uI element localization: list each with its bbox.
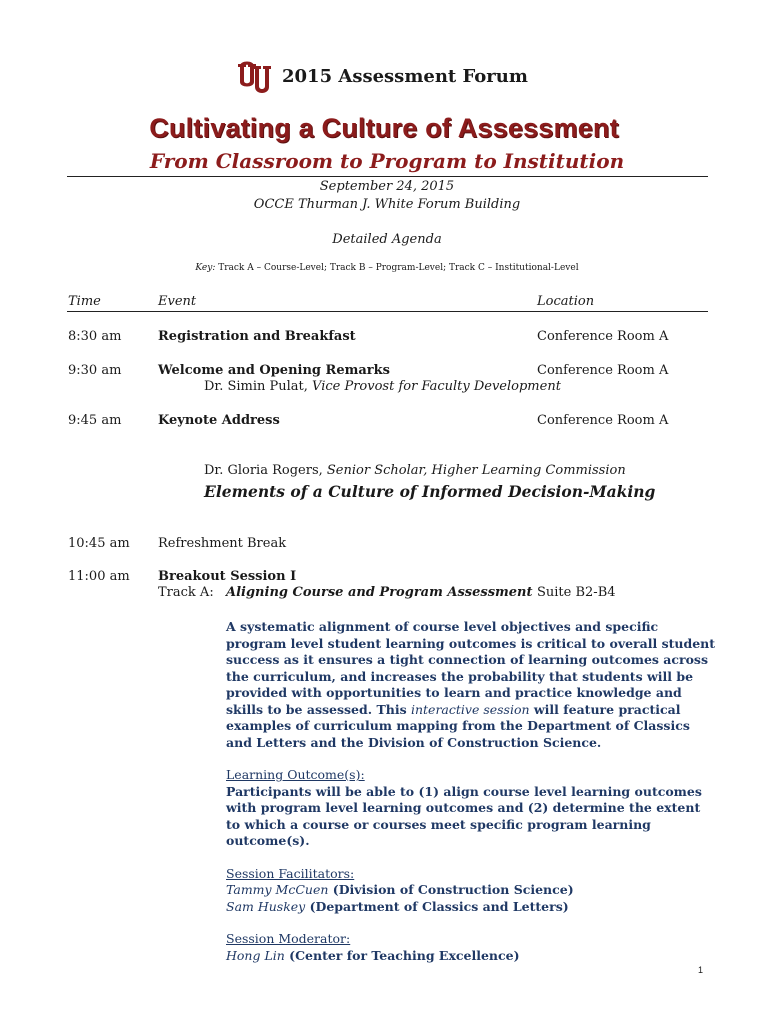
column-header-event: Event <box>158 294 197 309</box>
column-header-divider <box>67 311 708 312</box>
facilitator-2 <box>226 899 716 916</box>
desc-part2: will feature practical examples of curriculum mapping from the Department of Classics and Letters and the Division of Construction Science. <box>226 701 690 750</box>
keynote-title: Elements of a Culture of Informed Decision-Making <box>204 482 656 501</box>
facilitator-1-name: Tammy McCuen <box>226 882 329 897</box>
facilitator-2-name: Sam Huskey <box>226 898 306 914</box>
column-header-location: Location <box>537 294 595 309</box>
row2-event: Welcome and Opening Remarks <box>158 363 390 378</box>
session-details <box>226 619 716 964</box>
row1-event: Registration and Breakfast <box>158 329 356 344</box>
row3-speaker-name: Dr. Gloria Rogers, <box>204 463 327 478</box>
agenda-label: Detailed Agenda <box>332 232 442 247</box>
outcomes-text: Participants will be able to (1) align course level learning outcomes with program level learning outcomes and (2) determine the extent to which a course or courses meet specific program learning outcome(s). <box>226 783 702 848</box>
page-number: 1 <box>698 965 704 975</box>
facilitator-2-org: (Department of Classics and Letters) <box>305 898 569 914</box>
row3-location: Conference Room A <box>537 413 669 428</box>
row2-speaker-name: Dr. Simin Pulat, <box>204 379 313 394</box>
row2-speaker-role: Vice Provost for Faculty Development <box>312 379 561 394</box>
row3-event: Keynote Address <box>158 413 280 428</box>
row5-track-title: Aligning Course and Program Assessment <box>226 585 533 600</box>
track-key <box>0 263 768 273</box>
row5-track: Track A: <box>158 585 214 600</box>
row5-location: Suite B2-B4 <box>537 585 616 600</box>
page-title: Cultivating a Culture of Assessment <box>149 113 619 143</box>
facilitators-heading: Session Facilitators: <box>226 865 355 881</box>
event-date: September 24, 2015 <box>319 179 455 194</box>
ou-logo <box>238 58 272 98</box>
event-venue: OCCE Thurman J. White Forum Building <box>253 197 521 212</box>
desc-italic: interactive session <box>410 701 530 717</box>
row2-location: Conference Room A <box>537 363 669 378</box>
forum-title: 2015 Assessment Forum <box>282 66 528 87</box>
key-label: Key: <box>195 263 216 273</box>
moderator-heading: Session Moderator: <box>226 931 351 946</box>
session-description <box>226 619 716 751</box>
page-subtitle: From Classroom to Program to Institution <box>149 149 625 173</box>
column-header-time: Time <box>68 294 101 309</box>
outcomes-heading: Learning Outcome(s): <box>226 767 365 782</box>
row3-time: 9:45 am <box>68 413 122 428</box>
row4-event: Refreshment Break <box>158 536 287 551</box>
moderator <box>226 948 716 965</box>
row3-speaker-role: Senior Scholar, Higher Learning Commission <box>326 463 626 478</box>
row2-time: 9:30 am <box>68 363 122 378</box>
moderator-org: (Center for Teaching Excellence) <box>284 947 520 963</box>
row4-time: 10:45 am <box>68 536 130 551</box>
row1-location: Conference Room A <box>537 329 669 344</box>
header-divider <box>67 176 708 177</box>
row2-speaker <box>204 379 561 394</box>
moderator-name: Hong Lin <box>226 947 285 963</box>
row5-event: Breakout Session I <box>158 569 297 584</box>
row3-speaker <box>204 463 626 478</box>
key-text: Track A – Course-Level; Track B – Program-Level; Track C – Institutional-Level <box>215 263 579 273</box>
row1-time: 8:30 am <box>68 329 122 344</box>
desc-part1: A systematic alignment of course level objectives and specific program level student learning outcomes is critical to overall student success as it ensures a tight connection of learning outcomes across the curriculum, and increases the probability that students will be provided with opportunities to learn and practice knowledge and skills to be assessed. This <box>226 619 716 717</box>
facilitator-1-org: (Division of Construction Science) <box>328 882 574 897</box>
row5-time: 11:00 am <box>68 569 130 584</box>
facilitator-1 <box>226 882 716 899</box>
